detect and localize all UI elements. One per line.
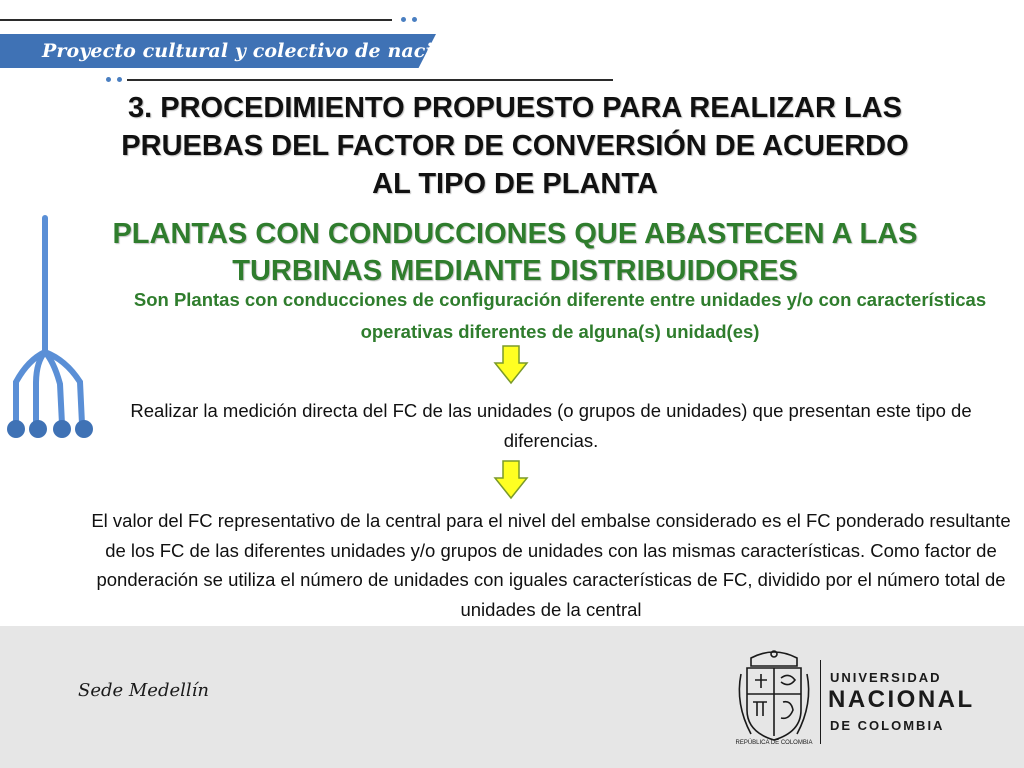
university-name-main: NACIONAL bbox=[828, 686, 975, 713]
step-measurement-text: Realizar la medición directa del FC de las unidades (o grupos de unidades) que presentan este tipo de diferencias. bbox=[130, 400, 972, 451]
header-dot bbox=[117, 77, 122, 82]
logo-divider bbox=[820, 660, 821, 744]
header-top-rule bbox=[0, 19, 392, 21]
step-weighting-text: El valor del FC representativo de la central para el nivel del embalse considerado es el FC ponderado resultante de los FC de las diferentes unidades y/o grupos de unidades con las mismas características. Como factor de ponderación se utiliza el número de unidades con iguales características de FC, dividido por el número total de unidades de la central bbox=[91, 510, 1011, 620]
header-banner-label: Proyecto cultural y colectivo de nación bbox=[42, 40, 460, 62]
section-title-line: PLANTAS CON CONDUCCIONES QUE ABASTECEN A LAS bbox=[112, 218, 918, 250]
header-bottom-rule bbox=[127, 79, 613, 81]
main-title-line: AL TIPO DE PLANTA bbox=[372, 168, 658, 200]
header-dot bbox=[106, 77, 111, 82]
arrow-down-icon bbox=[493, 460, 529, 500]
university-coat-of-arms-logo bbox=[733, 644, 815, 746]
main-title bbox=[20, 89, 1010, 203]
campus-label: Sede Medellín bbox=[78, 680, 210, 701]
main-title-line: 3. PROCEDIMIENTO PROPUESTO PARA REALIZAR LAS bbox=[128, 92, 902, 124]
university-name-bottom: DE COLOMBIA bbox=[830, 718, 945, 733]
header-dot bbox=[401, 17, 406, 22]
svg-text:REPÚBLICA DE COLOMBIA: REPÚBLICA DE COLOMBIA bbox=[735, 740, 813, 746]
plant-description: Son Plantas con conducciones de configuración diferente entre unidades y/o con características operativas diferentes de alguna(s) unidad(es) bbox=[133, 289, 987, 342]
main-title-line: PRUEBAS DEL FACTOR DE CONVERSIÓN DE ACUERDO bbox=[121, 130, 909, 162]
university-name-top: UNIVERSIDAD bbox=[830, 670, 942, 685]
header-dot bbox=[412, 17, 417, 22]
section-title bbox=[20, 216, 1010, 290]
section-title-line: TURBINAS MEDIANTE DISTRIBUIDORES bbox=[232, 255, 798, 287]
arrow-down-icon bbox=[493, 345, 529, 385]
